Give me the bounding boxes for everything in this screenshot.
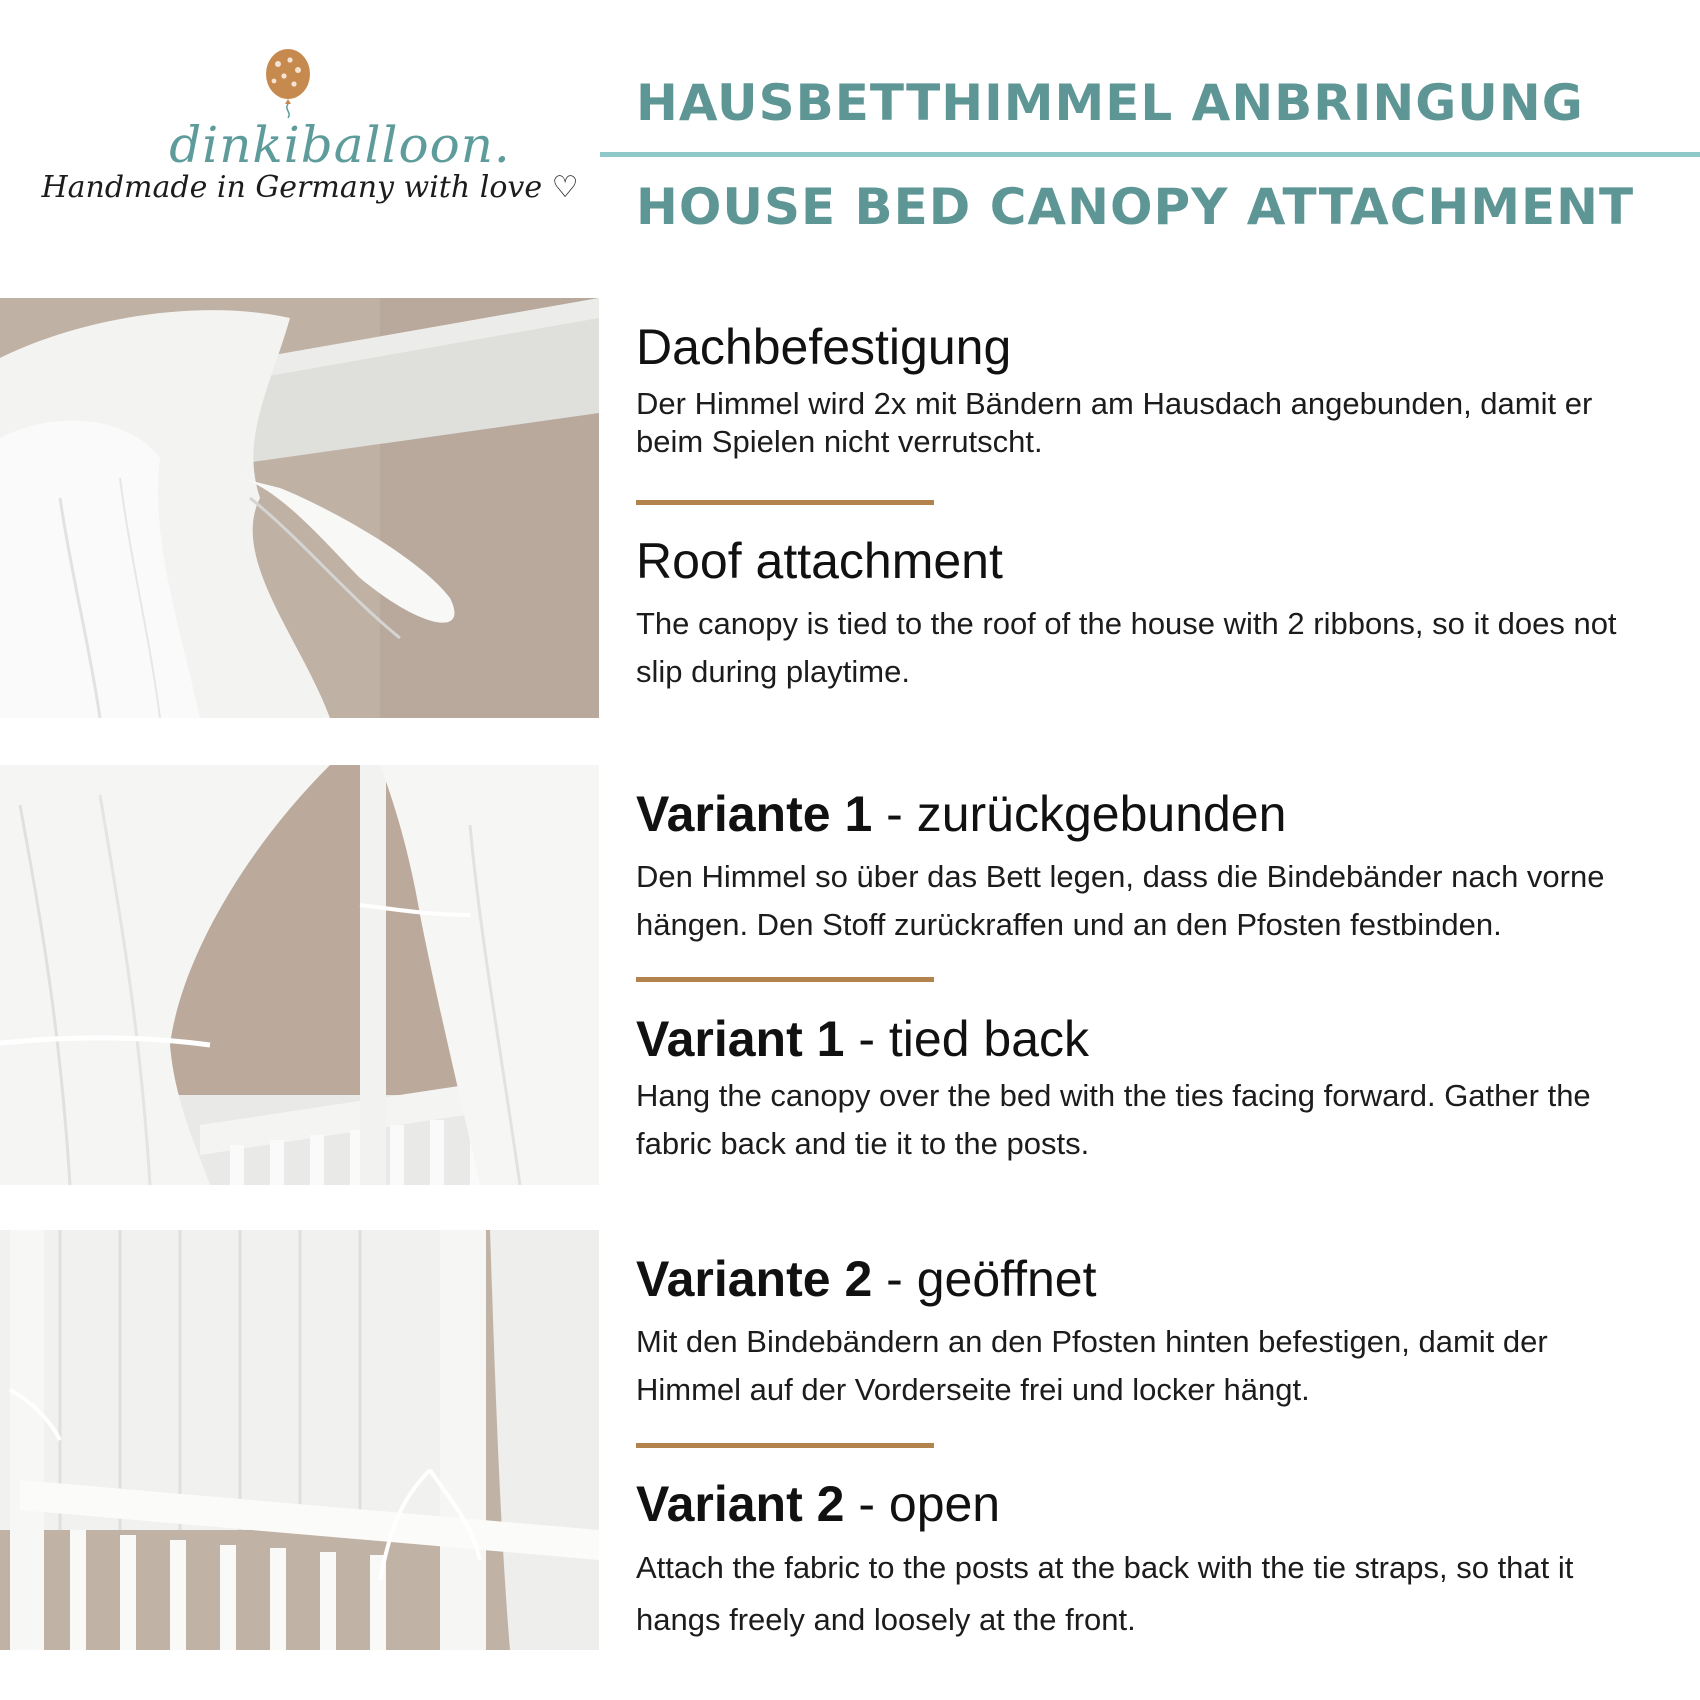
section-2-divider <box>636 977 934 982</box>
brand-logo <box>40 30 580 250</box>
header-divider <box>600 152 1700 157</box>
section-2-title-en-rest: - tied back <box>844 1011 1090 1067</box>
section-3-title-en <box>636 1475 1676 1533</box>
logo-wordmark: dinkiballoon. <box>169 116 511 174</box>
section-3-title-de <box>636 1250 1676 1308</box>
page-title-en: HOUSE BED CANOPY ATTACHMENT <box>636 178 1635 236</box>
section-1-text-en: The canopy is tied to the roof of the house with 2 ribbons, so it does not slip during playtime. <box>636 606 1617 689</box>
section-2-title-de <box>636 785 1676 843</box>
section-3-title-en-bold: Variant 2 <box>636 1476 845 1532</box>
section-2-title-de-rest: - zurückgebunden <box>872 786 1287 842</box>
logo-tagline: Handmade in Germany with love ♡ <box>41 170 579 205</box>
section-2-text-en: Hang the canopy over the bed with the ties facing forward. Gather the fabric back and tie it to the posts. <box>636 1078 1591 1161</box>
section-1-divider <box>636 500 934 505</box>
section-3-text-en: Attach the fabric to the posts at the back with the tie straps, so that it hangs freely and loosely at the front. <box>636 1550 1574 1637</box>
balloon-icon <box>258 48 318 118</box>
section-1-title-de: Dachbefestigung <box>636 319 1012 375</box>
section-2-title-en-bold: Variant 1 <box>636 1011 845 1067</box>
section-1-title-en: Roof attachment <box>636 533 1003 589</box>
section-2-text-de: Den Himmel so über das Bett legen, dass die Bindebänder nach vorne hängen. Den Stoff zurückraffen und an den Pfosten festbinden. <box>636 859 1605 942</box>
section-2-title-en <box>636 1010 1676 1068</box>
section-1-text-de: Der Himmel wird 2x mit Bändern am Hausdach angebunden, damit er beim Spielen nicht verrutscht. <box>636 386 1593 459</box>
photo-roof-attachment <box>0 298 599 718</box>
page-title-de: HAUSBETTHIMMEL ANBRINGUNG <box>636 74 1584 132</box>
photo-variant-2-open <box>0 1230 599 1650</box>
section-2-title-de-bold: Variante 1 <box>636 786 873 842</box>
section-3-title-en-rest: - open <box>844 1476 1001 1532</box>
section-3-divider <box>636 1443 934 1448</box>
section-3-text-de: Mit den Bindebändern an den Pfosten hinten befestigen, damit der Himmel auf der Vorderseite frei und locker hängt. <box>636 1324 1548 1407</box>
photo-variant-1-tied-back <box>0 765 599 1185</box>
section-3-title-de-bold: Variante 2 <box>636 1251 873 1307</box>
section-3-title-de-rest: - geöffnet <box>872 1251 1097 1307</box>
